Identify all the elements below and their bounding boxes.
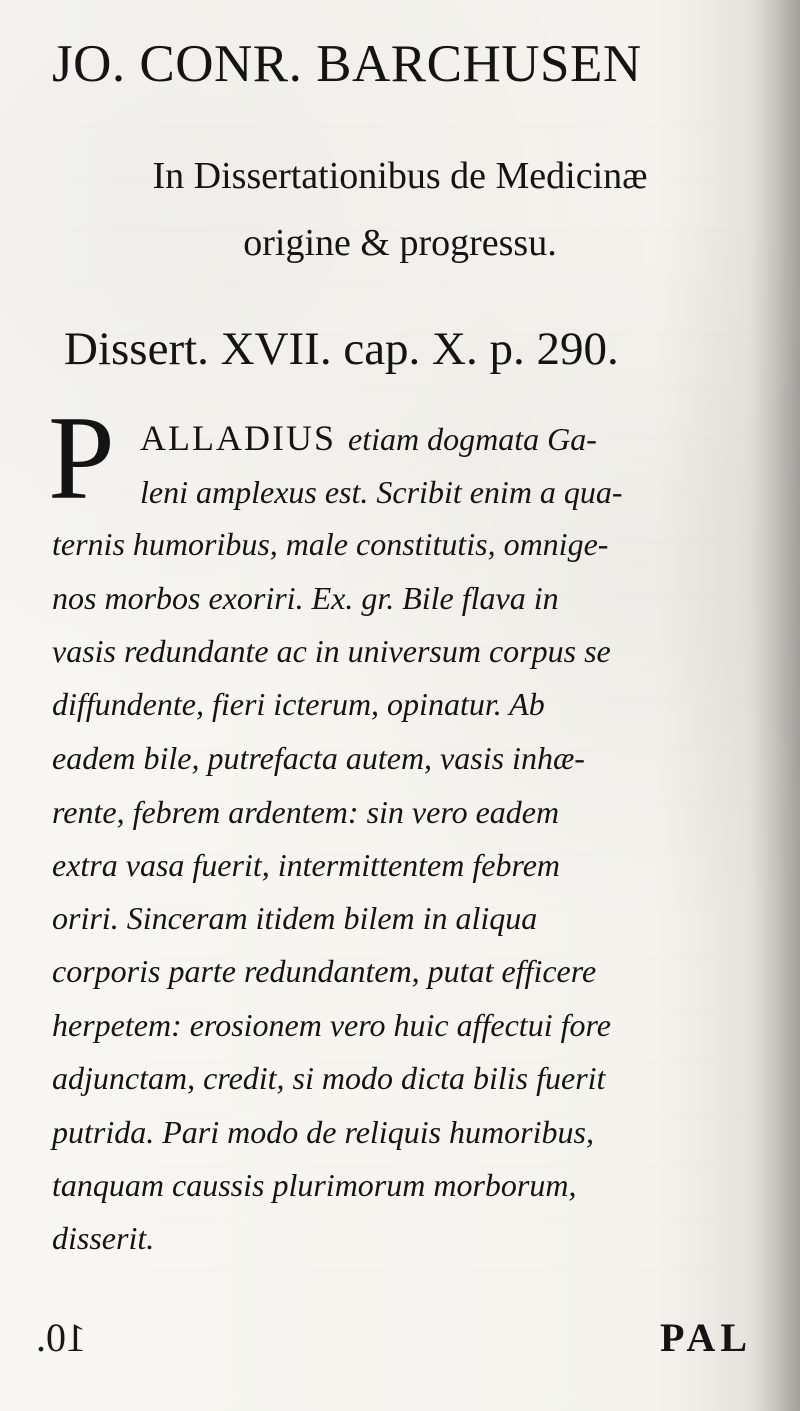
body-line-5: vasis redundante ac in universum corpus se	[52, 633, 611, 669]
body-line-8: rente, febrem ardentem: sin vero eadem	[52, 794, 560, 830]
body-line-15: tanquam caussis plurimorum morborum,	[52, 1167, 577, 1203]
body-line-9: extra vasa fuerit, intermittentem febrem	[52, 847, 561, 883]
catchword: PAL	[659, 1315, 752, 1360]
body-line-3: ternis humoribus, male constitutis, omnige-	[52, 526, 609, 562]
body-line-10: oriri. Sinceram itidem bilem in aliqua	[52, 900, 538, 936]
gutter-shadow	[752, 0, 800, 1411]
body-line-7: eadem bile, putrefacta autem, vasis inhæ-	[52, 740, 585, 776]
subtitle-line-2: origine & progressu.	[243, 222, 557, 264]
body-line-13: adjunctam, credit, si modo dicta bilis fuerit	[52, 1060, 606, 1096]
page-number-mirrored: 10.	[36, 1315, 86, 1360]
body-line-14: putrida. Pari modo de reliquis humoribus,	[52, 1114, 594, 1150]
body-line-2: leni amplexus est. Scribit enim a qua-	[140, 474, 623, 510]
dissertation-reference: Dissert. XVII. cap. X. p. 290.	[64, 323, 619, 375]
first-word: ALLADIUS	[140, 418, 336, 458]
body-line-1-text: etiam dogmata Ga-	[347, 421, 597, 457]
body-line-6: diffundente, fieri icterum, opinatur. Ab	[52, 686, 545, 722]
body-line-4: nos morbos exoriri. Ex. gr. Bile flava in	[52, 580, 559, 616]
body-line-16: disserit.	[52, 1220, 155, 1256]
body-line-1	[140, 420, 597, 456]
body-line-11: corporis parte redundantem, putat efficere	[52, 953, 597, 989]
subtitle-line-1: In Dissertationibus de Medicinæ	[152, 155, 648, 197]
body-line-12: herpetem: erosionem vero huic affectui fore	[52, 1007, 611, 1043]
drop-cap: P	[48, 391, 115, 524]
running-head: JO. CONR. BARCHUSEN	[52, 35, 642, 93]
